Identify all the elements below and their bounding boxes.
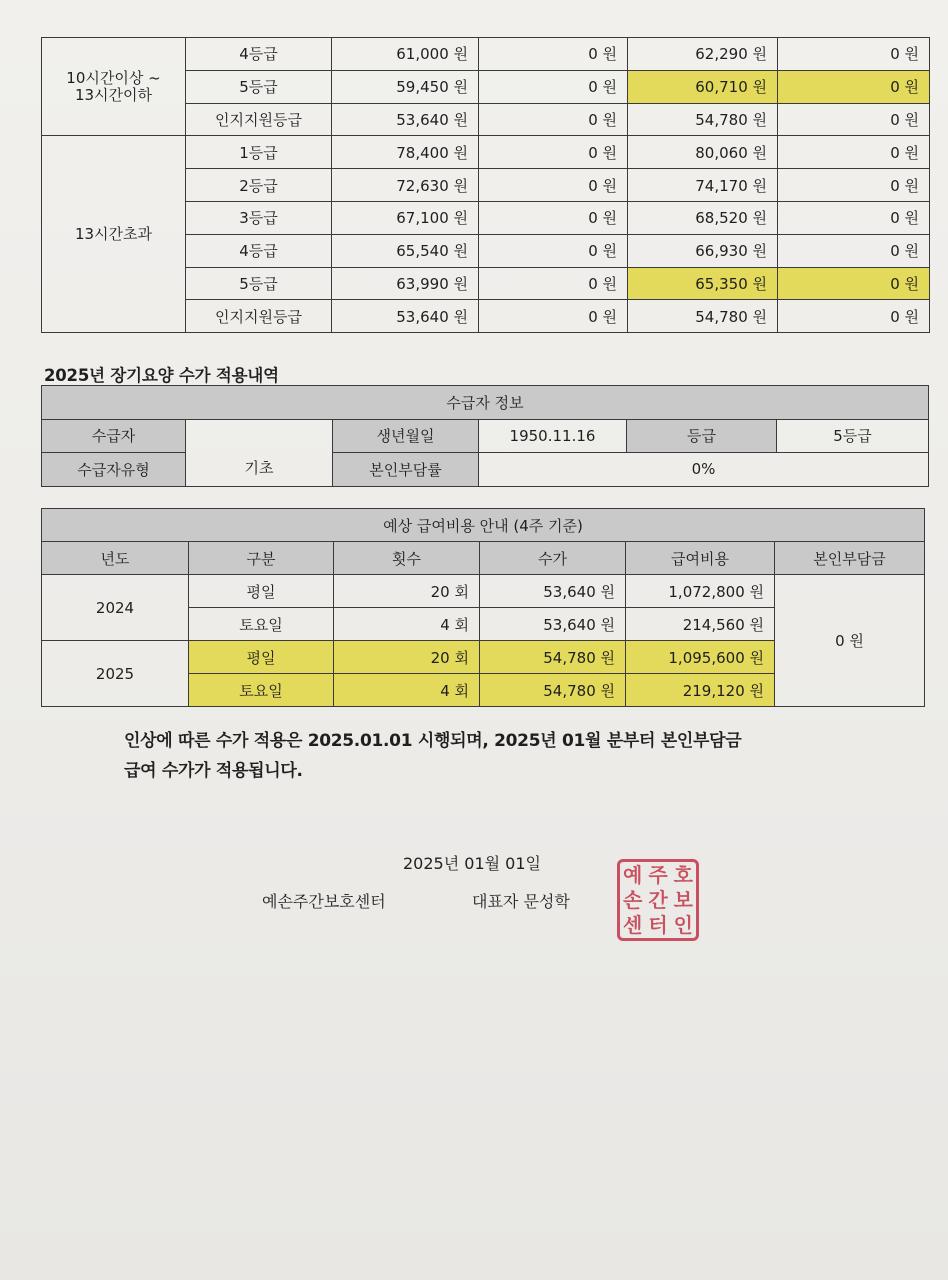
amount-cell: 0 원 bbox=[778, 136, 930, 169]
cost-table-title: 예상 급여비용 안내 (4주 기준) bbox=[42, 509, 925, 542]
birth-value: 1950.11.16 bbox=[479, 419, 627, 453]
amount-cell: 0 원 bbox=[778, 70, 930, 103]
amount-cell: 0 원 bbox=[479, 70, 628, 103]
count-cell: 20 회 bbox=[334, 641, 480, 674]
rate-cell: 53,640 원 bbox=[480, 608, 626, 641]
amount-cell: 60,710 원 bbox=[628, 70, 778, 103]
year-cell: 2025 bbox=[42, 641, 189, 707]
organization-name: 예손주간보호센터 bbox=[262, 892, 386, 911]
notice-line-2: 급여 수가가 적용됩니다. bbox=[124, 761, 303, 781]
duration-group-label: 13시간초과 bbox=[42, 136, 186, 333]
amount-cell: 59,450 원 bbox=[332, 70, 479, 103]
grade-cell: 1등급 bbox=[186, 136, 332, 169]
amount-cell: 65,350 원 bbox=[628, 267, 778, 300]
cost-estimate-table bbox=[41, 508, 925, 707]
section-title: 2025년 장기요양 수가 적용내역 bbox=[44, 366, 279, 385]
table-row bbox=[42, 575, 925, 608]
type-cell: 평일 bbox=[189, 575, 334, 608]
year-cell: 2024 bbox=[42, 575, 189, 641]
grade-label: 등급 bbox=[627, 419, 777, 453]
recipient-type-label: 수급자유형 bbox=[42, 453, 186, 487]
seal-character: 주 bbox=[648, 862, 668, 887]
amount-cell: 54,780 원 bbox=[628, 300, 778, 333]
official-seal-icon bbox=[617, 859, 699, 941]
amount-cell: 74,170 원 bbox=[628, 169, 778, 202]
amount-cell: 72,630 원 bbox=[332, 169, 479, 202]
amount-cell: 0 원 bbox=[479, 267, 628, 300]
seal-character: 보 bbox=[673, 887, 693, 912]
amount-cell: 80,060 원 bbox=[628, 136, 778, 169]
cost-cell: 1,095,600 원 bbox=[626, 641, 775, 674]
count-cell: 4 회 bbox=[334, 608, 480, 641]
grade-cell: 2등급 bbox=[186, 169, 332, 202]
amount-cell: 0 원 bbox=[778, 103, 930, 136]
amount-cell: 78,400 원 bbox=[332, 136, 479, 169]
grade-cell: 3등급 bbox=[186, 201, 332, 234]
amount-cell: 0 원 bbox=[778, 300, 930, 333]
amount-cell: 62,290 원 bbox=[628, 38, 778, 71]
seal-character: 간 bbox=[648, 887, 668, 912]
amount-cell: 61,000 원 bbox=[332, 38, 479, 71]
grade-cell: 5등급 bbox=[186, 70, 332, 103]
table-row bbox=[42, 136, 930, 169]
cost-cell: 214,560 원 bbox=[626, 608, 775, 641]
column-header: 구분 bbox=[189, 542, 334, 575]
rate-table bbox=[41, 37, 930, 333]
amount-cell: 0 원 bbox=[778, 38, 930, 71]
column-header: 수가 bbox=[480, 542, 626, 575]
cost-header-row bbox=[42, 509, 925, 542]
cost-cell: 219,120 원 bbox=[626, 674, 775, 707]
table-row bbox=[42, 38, 930, 71]
amount-cell: 0 원 bbox=[479, 136, 628, 169]
amount-cell: 53,640 원 bbox=[332, 103, 479, 136]
amount-cell: 0 원 bbox=[479, 300, 628, 333]
seal-character: 예 bbox=[623, 862, 643, 887]
amount-cell: 0 원 bbox=[778, 201, 930, 234]
seal-character: 손 bbox=[623, 887, 643, 912]
copay-rate-label: 본인부담률 bbox=[333, 453, 479, 487]
amount-cell: 54,780 원 bbox=[628, 103, 778, 136]
grade-cell: 4등급 bbox=[186, 38, 332, 71]
copay-total-cell: 0 원 bbox=[775, 575, 925, 707]
grade-cell: 인지지원등급 bbox=[186, 103, 332, 136]
grade-cell: 4등급 bbox=[186, 234, 332, 267]
amount-cell: 0 원 bbox=[778, 267, 930, 300]
recipient-info-header: 수급자 정보 bbox=[42, 386, 929, 420]
amount-cell: 65,540 원 bbox=[332, 234, 479, 267]
count-cell: 20 회 bbox=[334, 575, 480, 608]
amount-cell: 0 원 bbox=[479, 103, 628, 136]
amount-cell: 0 원 bbox=[479, 201, 628, 234]
column-header: 급여비용 bbox=[626, 542, 775, 575]
column-header: 횟수 bbox=[334, 542, 480, 575]
amount-cell: 66,930 원 bbox=[628, 234, 778, 267]
amount-cell: 0 원 bbox=[778, 169, 930, 202]
notice-line-1: 인상에 따른 수가 적용은 2025.01.01 시행되며, 2025년 01월 분부터 본인부담금 bbox=[124, 731, 742, 751]
amount-cell: 0 원 bbox=[479, 234, 628, 267]
grade-cell: 5등급 bbox=[186, 267, 332, 300]
copay-rate-value: 0% bbox=[479, 453, 929, 487]
type-cell: 평일 bbox=[189, 641, 334, 674]
notice-text bbox=[124, 726, 844, 786]
amount-cell: 0 원 bbox=[479, 38, 628, 71]
amount-cell: 0 원 bbox=[479, 169, 628, 202]
signature-date: 2025년 01월 01일 bbox=[403, 854, 541, 873]
amount-cell: 68,520 원 bbox=[628, 201, 778, 234]
recipient-label: 수급자 bbox=[42, 419, 186, 453]
type-cell: 토요일 bbox=[189, 608, 334, 641]
rate-cell: 54,780 원 bbox=[480, 641, 626, 674]
count-cell: 4 회 bbox=[334, 674, 480, 707]
type-cell: 토요일 bbox=[189, 674, 334, 707]
cost-cell: 1,072,800 원 bbox=[626, 575, 775, 608]
amount-cell: 67,100 원 bbox=[332, 201, 479, 234]
seal-character: 센 bbox=[623, 913, 643, 938]
grade-value: 5등급 bbox=[777, 419, 929, 453]
seal-character: 호 bbox=[673, 862, 693, 887]
seal-character: 인 bbox=[673, 913, 693, 938]
amount-cell: 0 원 bbox=[778, 234, 930, 267]
recipient-info-table bbox=[41, 385, 929, 487]
grade-cell: 인지지원등급 bbox=[186, 300, 332, 333]
duration-group-label: 10시간이상 ~ 13시간이하 bbox=[42, 38, 186, 136]
column-header: 년도 bbox=[42, 542, 189, 575]
cost-columns-row bbox=[42, 542, 925, 575]
birth-label: 생년월일 bbox=[333, 419, 479, 453]
column-header: 본인부담금 bbox=[775, 542, 925, 575]
amount-cell: 53,640 원 bbox=[332, 300, 479, 333]
seal-character: 터 bbox=[648, 913, 668, 938]
rate-cell: 54,780 원 bbox=[480, 674, 626, 707]
amount-cell: 63,990 원 bbox=[332, 267, 479, 300]
rate-cell: 53,640 원 bbox=[480, 575, 626, 608]
recipient-type-value: 기초 bbox=[186, 419, 333, 486]
representative-name: 대표자 문성학 bbox=[472, 892, 570, 911]
